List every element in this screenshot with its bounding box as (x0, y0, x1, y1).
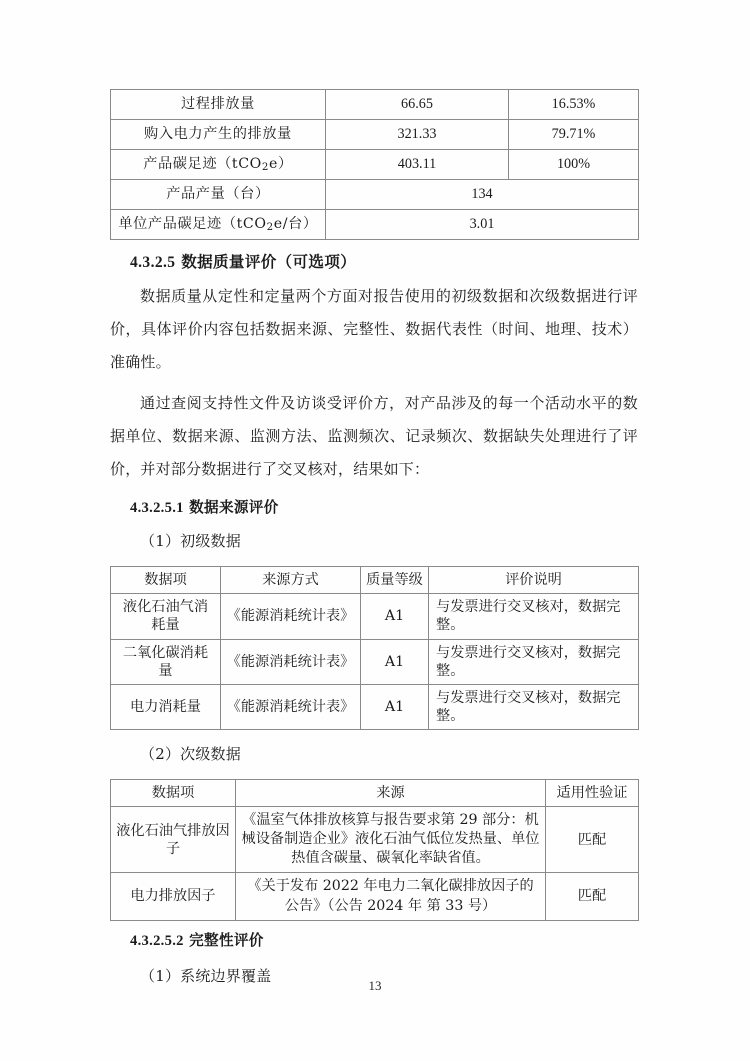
heading-4-3-2-5-1 (130, 496, 638, 517)
cell-data-item: 液化石油气排放因子 (111, 807, 236, 873)
column-header: 数据项 (111, 780, 236, 807)
row-percent: 79.71% (509, 120, 639, 150)
row-value: 321.33 (326, 120, 509, 150)
list-item-primary-data: （1）初级数据 (140, 532, 241, 550)
label-post: e/台） (273, 215, 318, 232)
paragraph-evaluation-method: 通过查阅支持性文件及访谈受评价方，对产品涉及的每一个活动水平的数据单位、数据来源、监测方法、监测频次、记录频次、数据缺失处理进行了评价，并对部分数据进行了交叉核对，结果如下： (110, 394, 638, 478)
paragraph-data-quality-overview: 数据质量从定性和定量两个方面对报告使用的初级数据和次级数据进行评价，具体评价内容包括数据来源、完整性、数据代表性（时间、地理、技术）准确性。 (110, 287, 638, 371)
heading-text: 完整性评价 (183, 931, 264, 949)
heading-4-3-2-5 (130, 250, 638, 272)
secondary-data-source-table (110, 779, 639, 920)
column-header: 质量等级 (361, 567, 429, 594)
heading-number: 4.3.2.5.2 (130, 932, 184, 949)
cell-applicability: 匹配 (546, 807, 639, 873)
cell-data-item: 电力排放因子 (111, 873, 236, 920)
table-row (111, 873, 639, 920)
cell-source: 《关于发布 2022 年电力二氧化碳排放因子的公告》（公告 2024 年 第 33 号） (236, 873, 546, 920)
row-value: 66.65 (326, 90, 509, 120)
row-value: 3.01 (326, 210, 639, 240)
heading-4-3-2-5-2 (130, 929, 638, 950)
label-subscript: 2 (261, 162, 270, 174)
cell-grade: A1 (361, 684, 429, 729)
heading-text: 数据质量评价（可选项） (175, 252, 357, 271)
table-row (111, 210, 639, 240)
cell-applicability: 匹配 (546, 873, 639, 920)
label-post: e） (269, 155, 293, 172)
label-pre: 单位产品碳足迹（tCO (118, 215, 267, 232)
cell-grade: A1 (361, 639, 429, 684)
column-header: 适用性验证 (546, 780, 639, 807)
table-row (111, 120, 639, 150)
cell-grade: A1 (361, 594, 429, 639)
list-item-secondary-data: （2）次级数据 (140, 745, 241, 764)
row-percent: 16.53% (509, 90, 639, 120)
cell-source: 《温室气体排放核算与报告要求第 29 部分：机械设备制造企业》液化石油气低位发热量、单位热值含碳量、碳氧化率缺省值。 (236, 807, 546, 873)
row-value: 134 (326, 180, 639, 210)
column-header: 数据项 (111, 567, 221, 594)
cell-source: 《能源消耗统计表》 (221, 594, 361, 639)
heading-text: 数据来源评价 (183, 499, 279, 516)
column-header: 来源方式 (221, 567, 361, 594)
heading-number: 4.3.2.5.1 (130, 500, 184, 516)
cell-data-item: 液化石油气消耗量 (111, 594, 221, 639)
cell-source: 《能源消耗统计表》 (221, 684, 361, 729)
table-row (111, 684, 639, 729)
column-header: 评价说明 (429, 567, 639, 594)
row-label: 购入电力产生的排放量 (111, 120, 326, 150)
cell-explanation: 与发票进行交叉核对，数据完整。 (429, 684, 639, 729)
label-pre: 产品碳足迹（tCO (143, 155, 262, 172)
table-row (111, 180, 639, 210)
row-label: 产品产量（台） (111, 180, 326, 210)
column-header: 来源 (236, 780, 546, 807)
cell-explanation: 与发票进行交叉核对，数据完整。 (429, 594, 639, 639)
table-row (111, 807, 639, 873)
row-percent: 100% (509, 150, 639, 180)
row-label (111, 210, 326, 240)
label-subscript: 2 (266, 222, 274, 234)
cell-data-item: 电力消耗量 (111, 684, 221, 729)
list-item-system-boundary: （1）系统边界覆盖 (140, 966, 272, 985)
page-number: 13 (368, 978, 382, 993)
page-content (110, 89, 638, 993)
primary-data-quality-table (110, 566, 639, 730)
cell-explanation: 与发票进行交叉核对，数据完整。 (429, 639, 639, 684)
table-row (111, 594, 639, 639)
carbon-footprint-summary-table (110, 89, 639, 240)
table-row (111, 639, 639, 684)
cell-data-item: 二氧化碳消耗量 (111, 639, 221, 684)
row-label (111, 150, 326, 180)
table-row (111, 150, 639, 180)
heading-number: 4.3.2.5 (130, 254, 176, 271)
row-value: 403.11 (326, 150, 509, 180)
table-row (111, 90, 639, 120)
table-header-row (111, 780, 639, 807)
cell-source: 《能源消耗统计表》 (221, 639, 361, 684)
row-label: 过程排放量 (111, 90, 326, 120)
table-header-row (111, 567, 639, 594)
